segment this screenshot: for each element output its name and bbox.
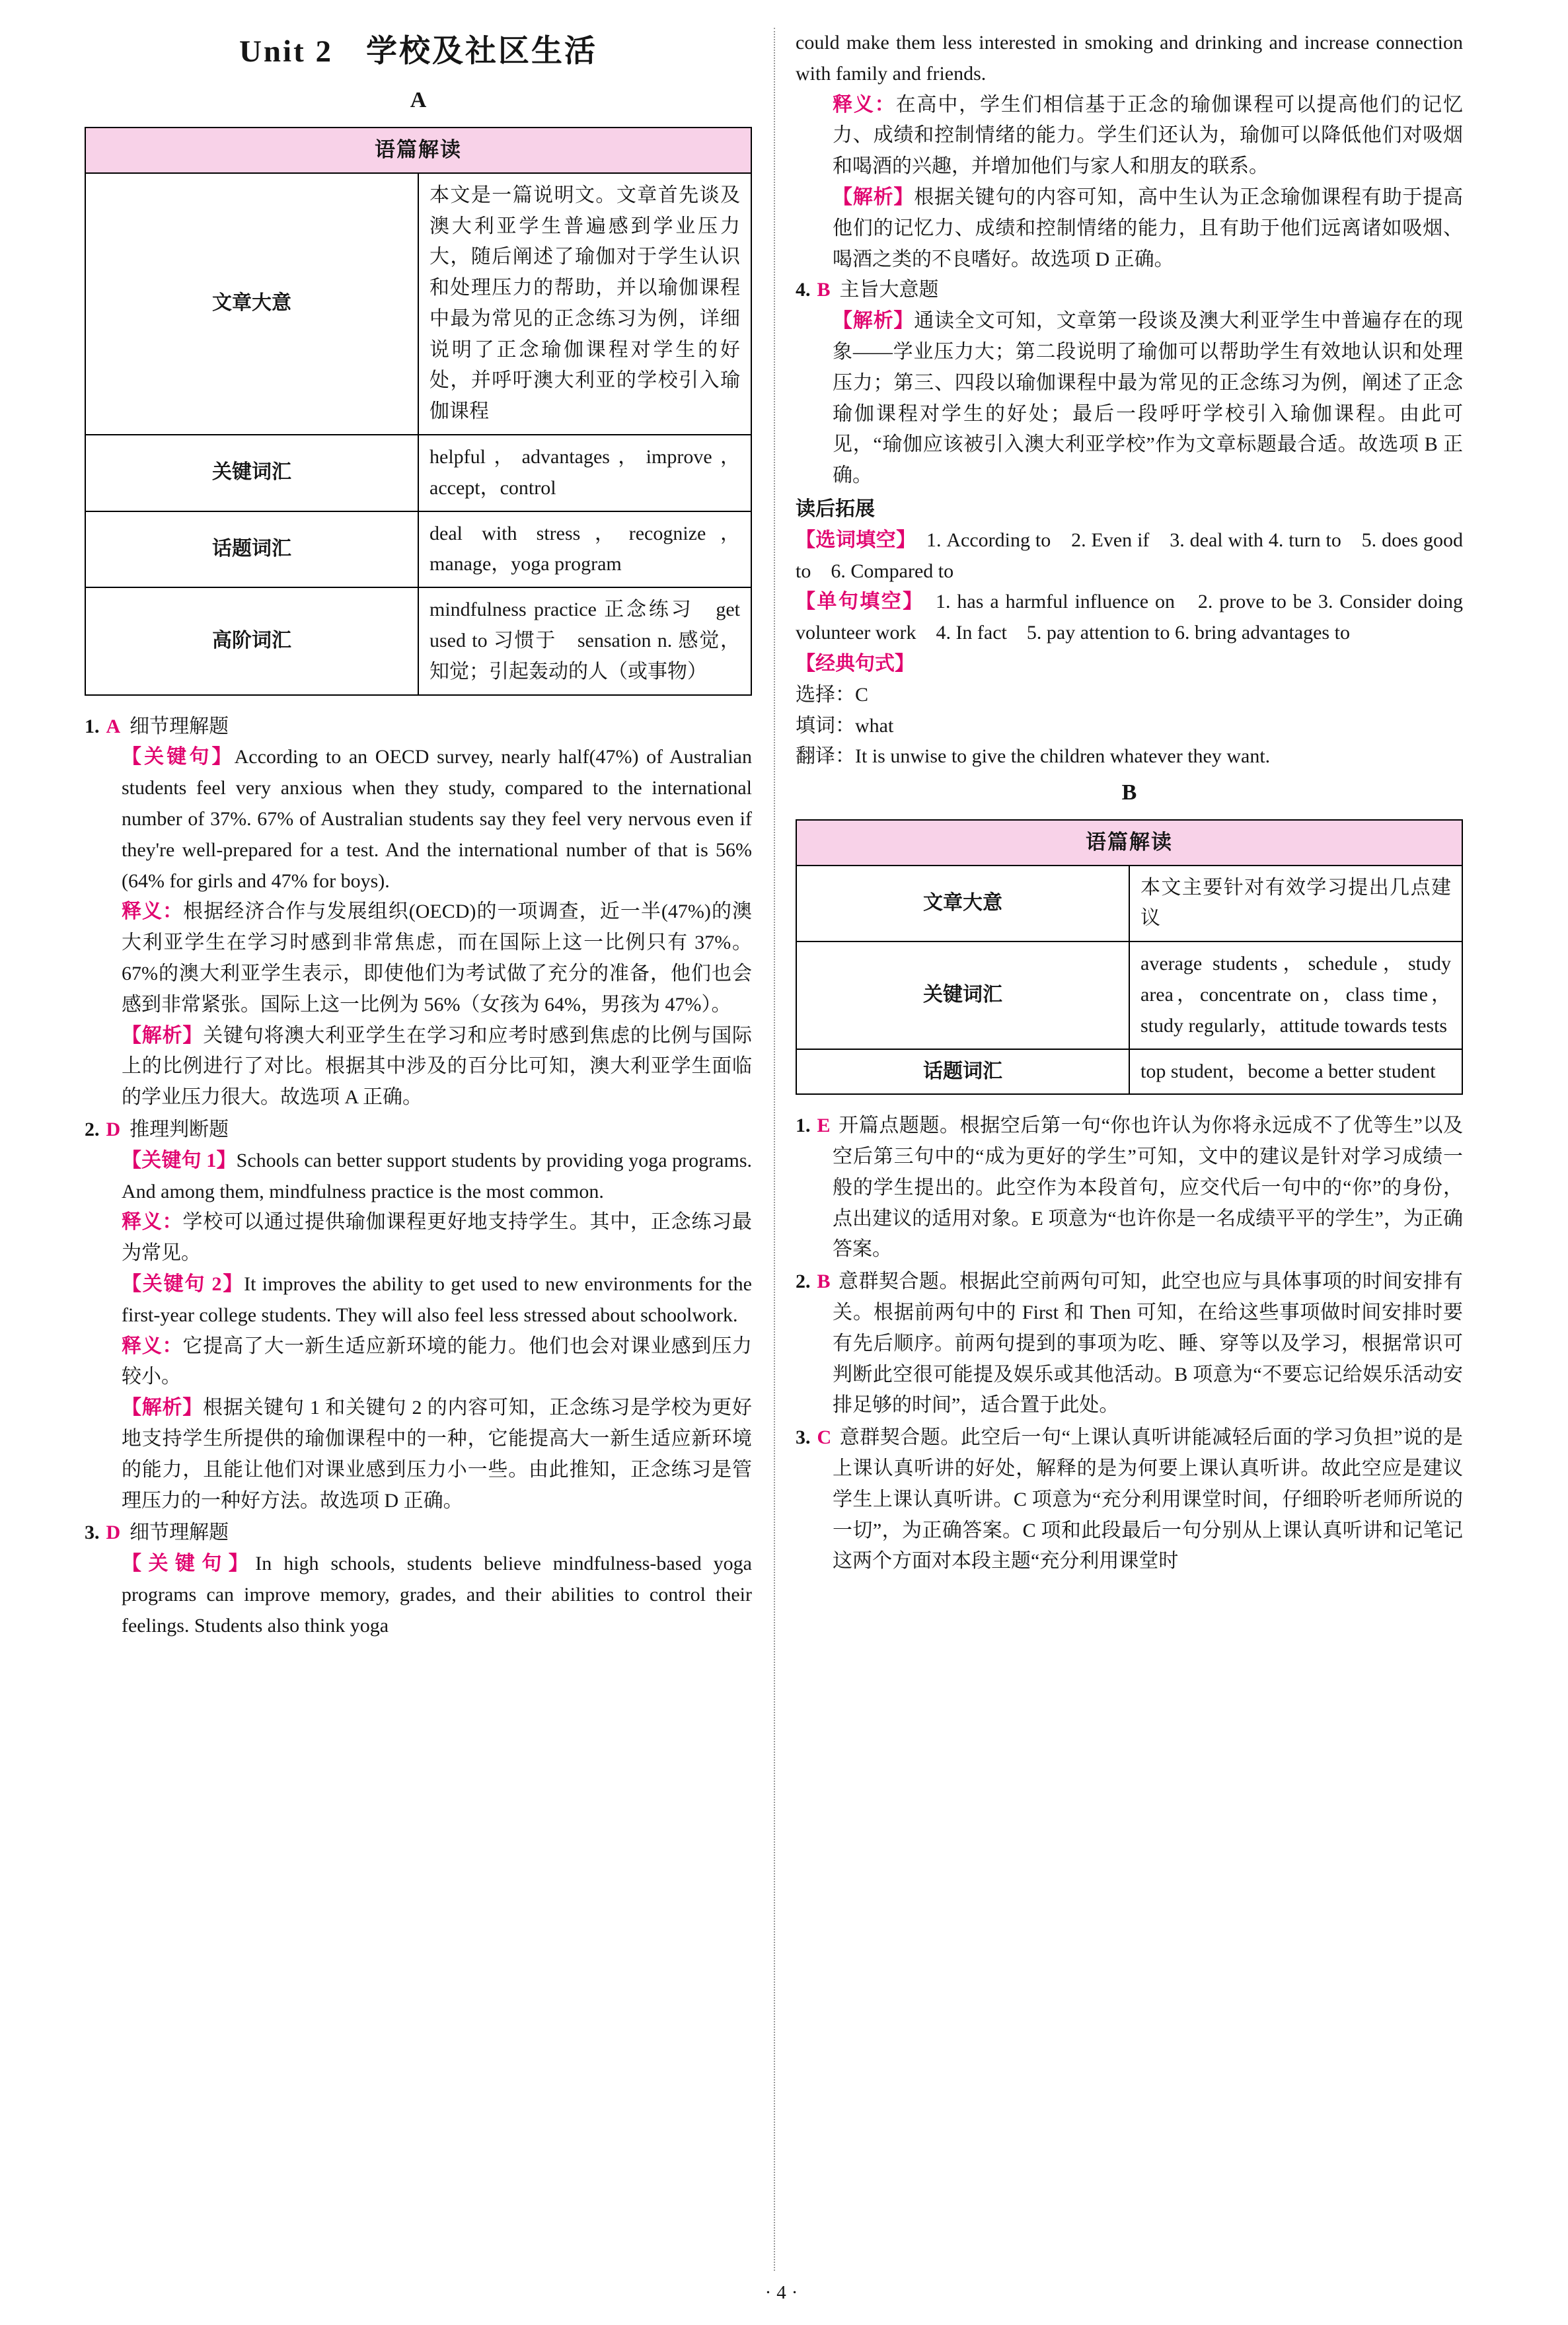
question-number: 2. (85, 1119, 100, 1141)
question-number: 1. (796, 1115, 811, 1137)
para-label: 【解析】 (833, 186, 915, 208)
para-label: 【关键句 2】 (122, 1273, 244, 1295)
para-text: 它提高了大一新生适应新环境的能力。他们也会对课业感到压力较小。 (122, 1335, 753, 1388)
para-label: 释义： (122, 901, 184, 923)
classic-pattern-heading (796, 649, 1463, 680)
para-text: 关键句将澳大利亚学生在学习和应考时感到焦虑的比例与国际上的比例进行了对比。根据其中涉及的百分比可知，澳大利亚学生面临的学业压力很大。故选项 A 正确。 (122, 1024, 753, 1109)
answer-letter: A (106, 715, 121, 737)
key-sentence-para (122, 1549, 752, 1641)
item-text: 开篇点题题。根据空后第一句“你也许认为你将永远成不了优等生”以及空后第三句中的“成为更好的学生”可知，文中的建议是针对学习成绩一般的学生提出的。此空作为本段首句，应交代后一句中的“你”的身份，点出建议的适用对象。E 项意为“也许你是一名成绩平平的学生”，为正确答案。 (833, 1115, 1463, 1261)
para-label: 【解析】 (833, 310, 915, 332)
row-label: 话题词汇 (796, 1049, 1129, 1095)
row-value: average students，schedule，study area，concentrate on，class time，study regularly，attitude towards tests (1129, 941, 1462, 1049)
row-value: 本文主要针对有效学习提出几点建议 (1129, 866, 1462, 942)
question-item-b1 (796, 1111, 1463, 1265)
row-value: mindfulness practice 正念练习 get used to 习惯于 sensation n. 感觉，知觉；引起轰动的人（或事物） (418, 587, 751, 694)
row-label: 高阶词汇 (85, 587, 418, 694)
section-a-letter: A (410, 88, 427, 113)
para-label: 【关键句】 (122, 1553, 256, 1575)
passage-analysis-table-a (85, 127, 752, 695)
question-head (85, 712, 752, 743)
row-label: 文章大意 (85, 173, 418, 435)
para-text: 根据关键句的内容可知，高中生认为正念瑜伽课程有助于提高他们的记忆力、成绩和控制情绪的能力，且有助于他们远离诸如吸烟、喝酒之类的不良嗜好。故选项 D 正确。 (833, 186, 1464, 270)
para-text: 学校可以通过提供瑜伽课程更好地支持学生。其中，正念练习最为常见。 (122, 1211, 753, 1265)
question-number: 3. (796, 1426, 811, 1449)
key-sentence-para (122, 1269, 752, 1331)
answer-letter: E (817, 1115, 831, 1137)
ext-text: 1. has a harmful influence on 2. prove to be 3. Consider doing volunteer work 4. In fact 5. pay attention to 6. bring advantages to (796, 591, 1464, 644)
two-column-layout (85, 28, 1490, 2261)
translation-para (833, 90, 1463, 182)
row-value: 本文是一篇说明文。文章首先谈及澳大利亚学生普遍感到学业压力大，随后阐述了瑜伽对于学生认识和处理压力的帮助，并以瑜伽课程中最为常见的正念练习为例，详细说明了正念瑜伽课程对学生的好处，并呼吁澳大利亚的学校引入瑜伽课程 (418, 173, 751, 435)
question-type: 细节理解题 (130, 1522, 229, 1544)
answer-letter: D (106, 1119, 121, 1141)
para-label: 【关键句 1】 (122, 1149, 237, 1171)
word-choice-line (796, 525, 1463, 587)
row-label: 关键词汇 (85, 435, 418, 511)
page-number: ·4· (765, 2281, 803, 2303)
classic-choice: 选择：C (796, 683, 869, 706)
question-item-a3 (85, 1518, 752, 1641)
ext-label: 【选词填空】 (796, 529, 907, 551)
right-column (796, 28, 1463, 1578)
table-b-header: 语篇解读 (796, 820, 1462, 865)
ext-text: 1. According to 2. Even if 3. deal with 4. turn to 5. does good to 6. Compared to (796, 529, 1463, 582)
key-sentence-para (122, 1146, 752, 1208)
analysis-para (833, 306, 1463, 492)
item-text: 意群契合题。此空后一句“上课认真听讲能减轻后面的学习负担”说的是上课认真听讲的好处，解释的是为何要上课认真听讲。故此空应是建议学生上课认真听讲。C 项意为“充分利用课堂时间，仔细聆听老师所说的一切”，为正确答案。C 项和此段最后一句分别从上课认真听讲和记笔记这两个方面对本段主题“充分利用课堂时 (833, 1426, 1463, 1572)
question-number: 1. (85, 715, 100, 737)
classic-translation: 翻译：It is unwise to give the children whatever they want. (796, 745, 1271, 768)
translation-para (122, 1207, 752, 1269)
section-b-letter: B (1121, 780, 1137, 805)
unit-title: Unit 2 学校及社区生活 (239, 34, 598, 69)
extension-heading: 读后拓展 (796, 498, 875, 520)
para-text: 在高中，学生们相信基于正念的瑜伽课程可以提高他们的记忆力、成绩和控制情绪的能力。学生们还认为，瑜伽可以降低他们对吸烟和喝酒的兴趣，并增加他们与家人和朋友的联系。 (833, 93, 1464, 178)
ext-label: 【单句填空】 (796, 591, 915, 613)
table-a-header: 语篇解读 (85, 128, 751, 172)
question-number: 4. (796, 279, 811, 301)
question-item-a2 (85, 1115, 752, 1516)
row-label: 关键词汇 (796, 941, 1129, 1049)
passage-analysis-table-b (796, 819, 1463, 1095)
left-column (85, 28, 752, 1643)
question-number: 3. (85, 1522, 100, 1544)
question-head (796, 275, 1463, 306)
question-type: 细节理解题 (130, 715, 229, 737)
para-text: 根据经济合作与发展组织(OECD)的一项调查，近一半(47%)的澳大利亚学生在学习时感到非常焦虑，而在国际上这一比例只有 37%。67%的澳大利亚学生表示，即使他们为考试做了充分的准备，他们也会感到非常紧张。国际上这一比例为 56%（女孩为 64%，男孩为 47%）。 (122, 901, 753, 1015)
para-label: 【解析】 (122, 1397, 203, 1419)
para-label: 释义： (122, 1335, 183, 1357)
question-item-a4 (796, 275, 1463, 492)
answer-letter: B (817, 279, 831, 301)
classic-fill: 填词：what (796, 714, 894, 737)
question-type: 主旨大意题 (839, 279, 939, 301)
row-value: top student，become a better student (1129, 1049, 1462, 1095)
para-label: 【解析】 (122, 1024, 204, 1047)
analysis-para (122, 1393, 752, 1516)
translation-para (122, 897, 752, 1020)
ext-label: 【经典句式】 (796, 652, 915, 675)
extension-section (796, 494, 1463, 772)
para-text: 根据关键句 1 和关键句 2 的内容可知，正念练习是学校为更好地支持学生所提供的瑜伽课程中的一种，它能提高大一新生适应新环境的能力，且能让他们对课业感到压力小一些。由此推知，正念练习是管理压力的一种好方法。故选项 D 正确。 (122, 1397, 752, 1512)
para-label: 释义： (122, 1211, 183, 1234)
continuation-text: could make them less interested in smoking and drinking and increase connection with family and friends. (796, 32, 1463, 85)
answer-letter: C (817, 1426, 832, 1449)
question-item-b2 (796, 1267, 1463, 1421)
para-text: Schools can better support students by providing yoga programs. And among them, mindfulness practice is the most common. (122, 1149, 752, 1202)
para-label: 释义： (833, 93, 896, 116)
row-value: helpful，advantages，improve，accept，control (418, 435, 751, 511)
translation-para (122, 1331, 752, 1393)
question-type: 推理判断题 (130, 1119, 229, 1141)
row-value: deal with stress，recognize，manage，yoga program (418, 511, 751, 588)
para-text: According to an OECD survey, nearly half(47%) of Australian students feel very anxious when they study, compared to the international number of 37%. 67% of Australian students say they feel very nervous even if they're well-prepared for a test. And the international number of that is 56%(64% for girls and 47% for boys). (122, 746, 752, 892)
question-head (85, 1115, 752, 1146)
para-text: In high schools, students believe mindfulness-based yoga programs can improve memory, grades, and their abilities to control their feelings. Students also think yoga (122, 1553, 752, 1637)
row-label: 文章大意 (796, 866, 1129, 942)
column-divider (752, 28, 796, 2261)
analysis-para (833, 182, 1463, 275)
para-text: It improves the ability to get used to new environments for the first-year college students. They will also feel less stressed about schoolwork. (122, 1273, 752, 1326)
question-head (85, 1518, 752, 1549)
analysis-para (122, 1021, 752, 1113)
question-item-b3 (796, 1422, 1463, 1577)
answer-letter: B (817, 1271, 831, 1293)
key-sentence-para (122, 742, 752, 897)
para-text: 通读全文可知，文章第一段谈及澳大利亚学生中普遍存在的现象——学业压力大；第二段说明了瑜伽可以帮助学生有效地认识和处理压力；第三、四段以瑜伽课程中最为常见的正念练习为例，阐述了正念瑜伽课程对学生的好处；最后一段呼吁学校引入瑜伽课程。由此可见，“瑜伽应该被引入澳大利亚学校”作为文章标题最合适。故选项 B 正确。 (833, 310, 1464, 487)
sentence-fill-line (796, 587, 1463, 649)
item-text: 意群契合题。根据此空前两句可知，此空也应与具体事项的时间安排有关。根据前两句中的 First 和 Then 可知，在给这些事项做时间安排时要有先后顺序。前两句提到的事项为吃、睡、穿等以及学习，根据常识可判断此空很可能提及娱乐或其他活动。B 项意为“不要忘记给娱乐活动安排足够的时间”，适合置于此处。 (833, 1271, 1463, 1417)
para-label: 【关键句】 (122, 746, 235, 768)
row-label: 话题词汇 (85, 511, 418, 588)
question-item-a1 (85, 712, 752, 1113)
answer-letter: D (106, 1522, 121, 1544)
question-number: 2. (796, 1271, 811, 1293)
